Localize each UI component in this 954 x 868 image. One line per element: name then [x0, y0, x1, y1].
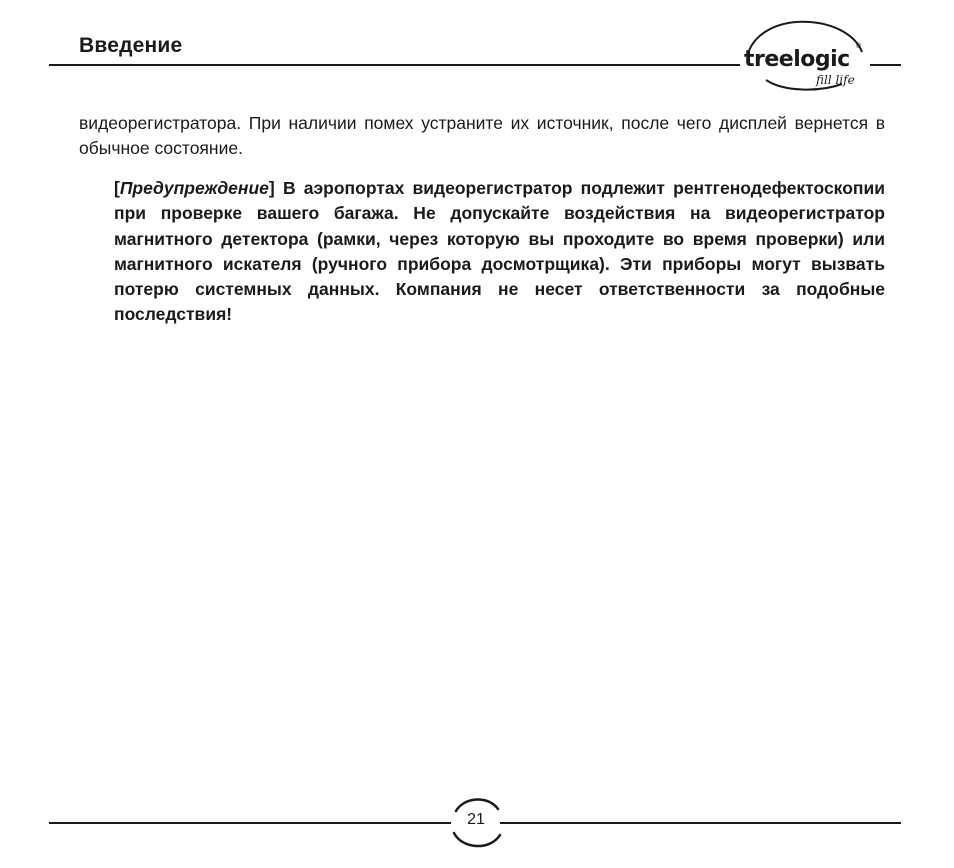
section-title: Введение: [79, 34, 183, 57]
warning-close-bracket: ]: [268, 178, 275, 198]
footer-divider-right: [500, 822, 901, 824]
intro-paragraph: видеорегистратора. При наличии помех устраните их источник, после чего дисплей вернется в обычное состояние.: [79, 113, 885, 158]
logo-registered-mark: ®: [855, 42, 862, 50]
warning-label: Предупреждение: [119, 178, 269, 198]
treelogic-logo: [740, 18, 870, 92]
logo-wordmark: treelogic: [744, 47, 850, 72]
footer-divider-left: [49, 822, 451, 824]
warning-open-bracket: [: [114, 178, 120, 198]
logo-tagline: fill life: [816, 73, 855, 87]
page-number: 21: [467, 811, 485, 828]
warning-paragraph: [114, 176, 885, 328]
warning-text: В аэропортах видеорегистратор подлежит рентгенодефектоскопии при проверке вашего багажа. Не допускайте воздействия на видеорегистратор магнитного детектора (рамки, через которую вы проходите во время проверки) или магнитного искателя (ручного прибора досмотрщика). Эти приборы могут вызвать потерю системных данных. Компания не несет ответственности за подобные последствия!: [114, 178, 885, 325]
